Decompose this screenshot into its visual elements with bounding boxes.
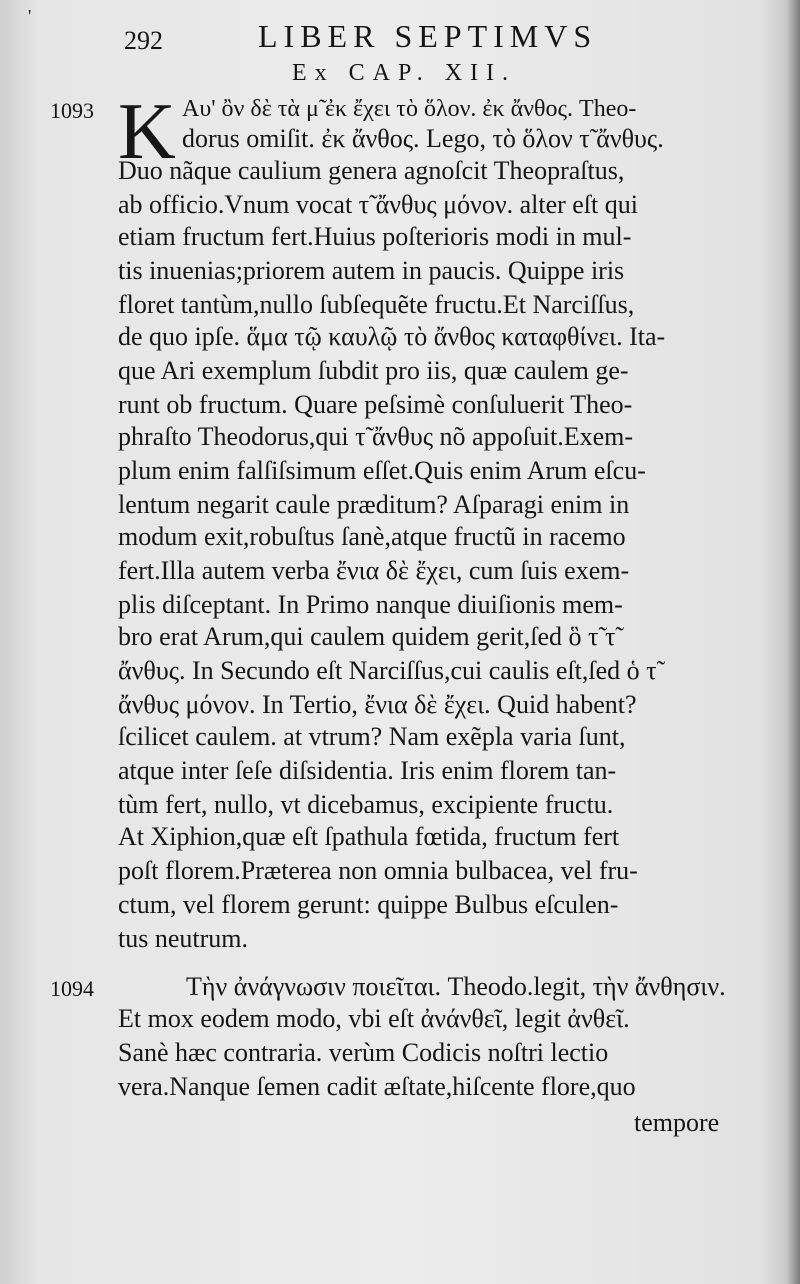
text-line: tus neutrum. [118, 924, 248, 953]
corner-mark: ' [28, 6, 32, 26]
page-number: 292 [124, 26, 163, 55]
text-line: floret tantùm,nullo ſubſequẽte fructu.Et Narciſſus, [118, 290, 635, 319]
margin-number-1094: 1094 [50, 976, 94, 1001]
drop-cap: K [118, 88, 176, 176]
text-line: plis diſceptant. In Primo nanque diuiſionis mem- [118, 590, 623, 619]
text-line: ἄνθυς μόνον. In Tertio, ἔνια δὲ ἔχει. Quid habent? [118, 690, 637, 719]
text-line: Duo nãque caulium genera agnoſcit Theopraſtus, [118, 156, 625, 185]
text-line: Et mox eodem modo, vbi eſt ἀνάνθεῖ, legit ἀνθεῖ. [118, 1004, 630, 1033]
text-line: fert.Illa autem verba ἔνια δὲ ἔχει, cum ſuis exem- [118, 556, 630, 585]
text-line: dorus omiſit. ἐκ ἄνθος. Lego, τὸ ὅλον τ̃ ἄνθυς. [182, 124, 664, 153]
text-line: poſt florem.Præterea non omnia bulbacea, vel fru- [118, 856, 638, 885]
text-line: ἄνθυς. In Secundo eſt Narciſſus,cui caulis eſt,ſed ὁ τ̃ [118, 656, 657, 685]
text-line: ſcilicet caulem. at vtrum? Nam exẽpla varia ſunt, [118, 722, 626, 751]
chapter-subheading: Ex CAP. XII. [292, 60, 517, 86]
text-line: Sanè hæc contraria. verùm Codicis noſtri lectio [118, 1038, 609, 1067]
margin-number-1093: 1093 [50, 98, 94, 123]
text-line: ctum, vel florem gerunt: quippe Bulbus eſculen- [118, 890, 619, 919]
text-line: phraſto Theodorus,qui τ̃ ἄνθυς nõ appoſuit.Exem- [118, 422, 634, 451]
text-line: que Ari exemplum ſubdit pro iis, quæ caulem ge- [118, 356, 629, 385]
text-line: ab officio.Vnum vocat τ̃ ἄνθυς μόνον. alter eſt qui [118, 190, 638, 219]
text-line: Αυ' ὂν δὲ τὰ μ̃ ἐκ ἔχει τὸ ὅλον. ἐκ ἄνθος. Theo- [182, 96, 637, 122]
catchword: tempore [634, 1108, 720, 1137]
text-line: At Xiphion,quæ eſt ſpathula fœtida, fructum fert [118, 822, 620, 851]
text-line: etiam fructum fert.Huius poſterioris modi in mul- [118, 222, 632, 251]
text-line: tis inuenias;priorem autem in paucis. Quippe iris [118, 256, 625, 285]
text-line: runt ob fructum. Quare peſsimè conſuluerit Theo- [118, 390, 633, 419]
text-line: Τὴν ἀνάγνωσιν ποιεῖται. Theodo.legit, τὴν ἄνθησιν. [186, 972, 726, 1001]
running-head: LIBER SEPTIMVS [258, 18, 598, 54]
text-line: lentum negarit caule præditum? Aſparagi enim in [118, 490, 630, 519]
text-line: atque inter ſeſe diſsidentia. Iris enim florem tan- [118, 756, 617, 785]
text-line: de quo ipſe. ἅμα τῷ καυλῷ τὸ ἄνθος καταφθίνει. Ita- [118, 322, 666, 351]
text-line: tùm fert, nullo, vt dicebamus, excipiente fructu. [118, 790, 614, 819]
page-gutter-shadow [786, 0, 800, 1284]
text-line: bro erat Arum,qui caulem quidem gerit,ſed ὃ τ̃ τ̃ [118, 622, 616, 651]
text-line: plum enim falſiſsimum eſſet.Quis enim Arum eſcu- [118, 456, 646, 485]
text-line: vera.Nanque ſemen cadit æſtate,hiſcente flore,quo [118, 1072, 636, 1101]
text-line: modum exit,robuſtus ſanè,atque fructũ in racemo [118, 522, 626, 551]
